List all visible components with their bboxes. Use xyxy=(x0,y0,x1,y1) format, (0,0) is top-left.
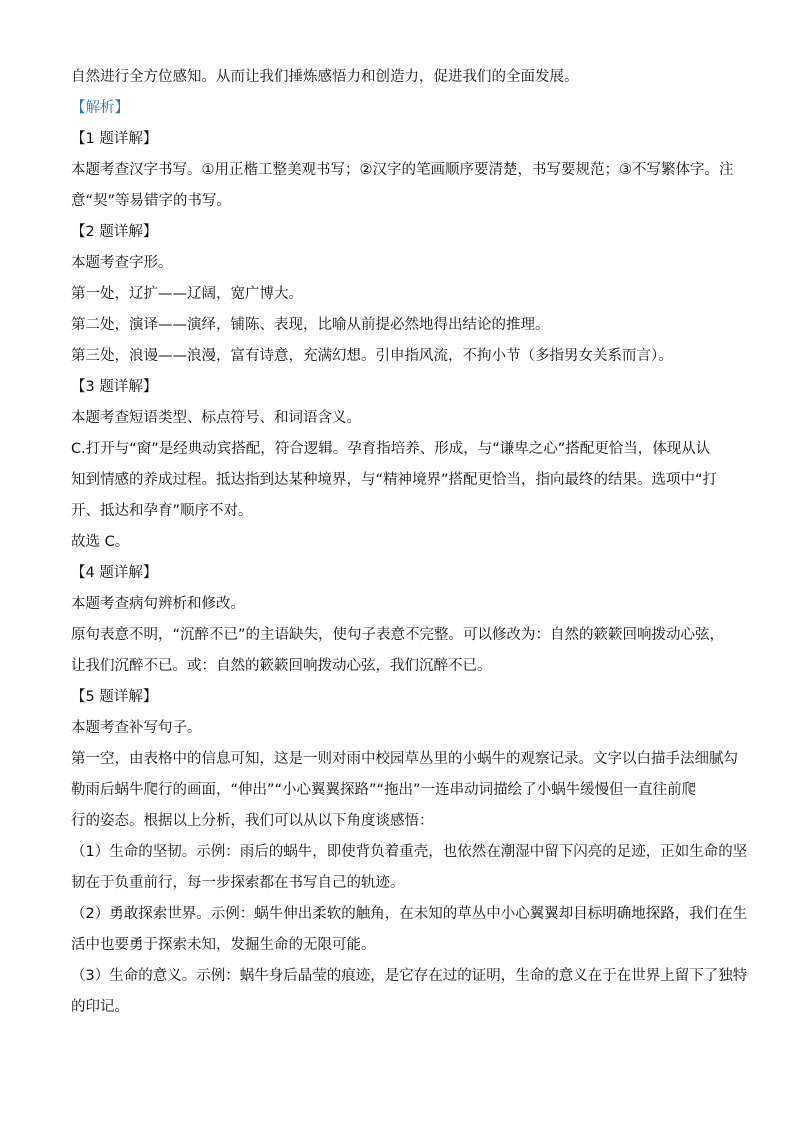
body-text: 让我们沉醉不已。或：自然的簌簌回响拨动心弦，我们沉醉不已。 xyxy=(71,658,492,674)
body-text: 第一空，由表格中的信息可知，这是一则对雨中校园草丛里的小蜗牛的观察记录。文字以白描手法细腻勾 xyxy=(71,751,738,767)
body-text: 本题考查补写句子。 xyxy=(71,720,202,736)
body-text: 第三处，浪谩——浪漫，富有诗意，充满幻想。引申指风流，不拘小节（多指男女关系而言）。 xyxy=(71,348,673,364)
body-text: （3）生命的意义。示例：蜗牛身后晶莹的痕迹，是它存在过的证明，生命的意义在于在世界上留下了独特 xyxy=(71,968,748,984)
body-text: 行的姿态。根据以上分析，我们可以从以下角度谈感悟： xyxy=(71,813,434,829)
section-heading: 【3 题详解】 xyxy=(71,379,158,395)
section-heading: 【2 题详解】 xyxy=(71,224,158,240)
body-text: 知到情感的养成过程。抵达指到达某种境界，与“精神境界”搭配更恰当，指向最终的结果。选项中“打 xyxy=(71,472,718,488)
analysis-heading: 【解析】 xyxy=(71,100,129,116)
body-text: C.打开与“窗”是经典动宾搭配，符合逻辑。孕育指培养、形成，与“谦卑之心”搭配更恰当，体现从认 xyxy=(71,441,711,457)
body-text: 活中也要勇于探索未知，发掘生命的无限可能。 xyxy=(71,937,376,953)
body-text: 原句表意不明，“沉醉不已”的主语缺失，使句子表意不完整。可以修改为：自然的簌簌回响拨动心弦， xyxy=(71,627,725,643)
body-text: （2）勇敢探索世界。示例：蜗牛伸出柔软的触角，在未知的草丛中小心翼翼却目标明确地探路，我们在生 xyxy=(71,906,748,922)
body-text: 意“契”等易错字的书写。 xyxy=(71,193,232,209)
body-text: 自然进行全方位感知。从而让我们捶炼感悟力和创造力，促进我们的全面发展。 xyxy=(71,69,579,85)
body-text: 的印记。 xyxy=(71,999,129,1015)
body-text: 故选 C。 xyxy=(71,534,130,550)
section-heading: 【4 题详解】 xyxy=(71,565,158,581)
body-text: 本题考查字形。 xyxy=(71,255,173,271)
body-text: 第一处，辽扩——辽阔，宽广博大。 xyxy=(71,286,303,302)
body-text: 本题考查短语类型、标点符号、和词语含义。 xyxy=(71,410,361,426)
body-text: 第二处，演译——演绎，铺陈、表现，比喻从前提必然地得出结论的推理。 xyxy=(71,317,550,333)
body-text: 开、抵达和孕育”顺序不对。 xyxy=(71,503,253,519)
body-text: 勒雨后蜗牛爬行的画面，“伸出”“小心翼翼探路”“拖出”一连串动词描绘了小蜗牛缓慢但一直往前爬 xyxy=(71,782,697,798)
body-text: （1）生命的坚韧。示例：雨后的蜗牛，即使背负着重壳，也依然在潮湿中留下闪亮的足迹，正如生命的坚 xyxy=(71,844,748,860)
body-text: 本题考查病句辨析和修改。 xyxy=(71,596,245,612)
section-heading: 【1 题详解】 xyxy=(71,131,158,147)
body-text: 韧在于负重前行，每一步探索都在书写自己的轨迹。 xyxy=(71,875,405,891)
document-page xyxy=(71,62,748,1023)
body-text: 本题考查汉字书写。①用正楷工整美观书写；②汉字的笔画顺序要清楚，书写要规范；③不写繁体字。注 xyxy=(71,162,734,178)
section-heading: 【5 题详解】 xyxy=(71,689,158,705)
